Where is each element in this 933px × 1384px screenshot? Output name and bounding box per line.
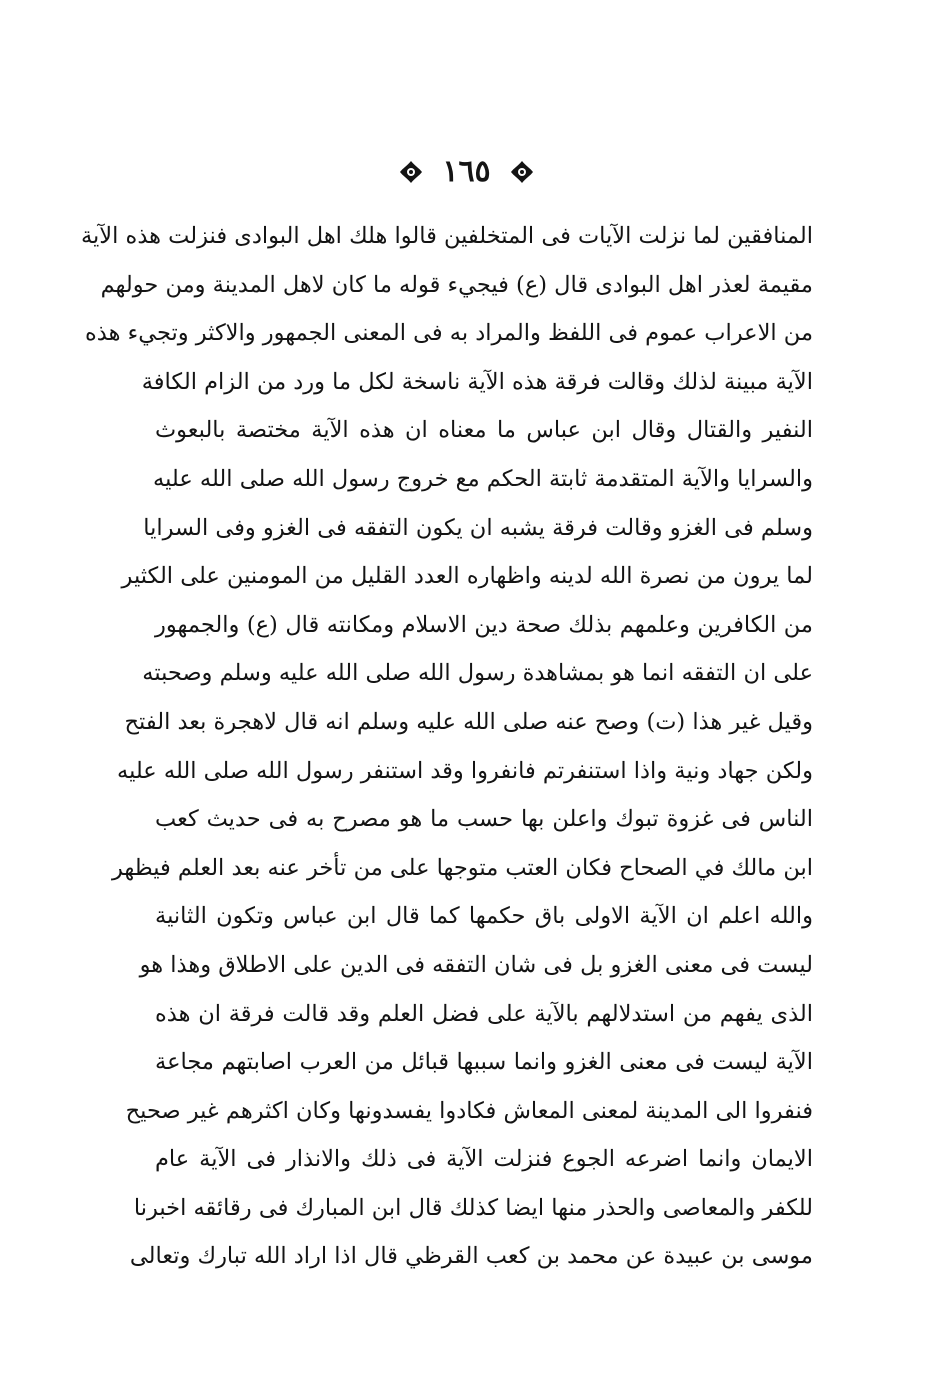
text-line: النفير والقتال وقال ابن عباس ما معناه ان هذه الآية مختصة بالبعوث xyxy=(155,417,813,444)
text-line: ولكن جهاد ونية واذا استنفرتم فانفروا وقد استنفر رسول الله صلى الله عليه xyxy=(117,757,813,784)
body-text xyxy=(80,212,813,1281)
text-line: والسرايا والآية المتقدمة ثابتة الحكم مع خروج رسول الله صلى الله عليه xyxy=(153,465,813,492)
text-line: ابن مالك في الصحاح فكان العتب متوجها على من تأخر عنه بعد العلم فيظهر xyxy=(111,854,813,881)
text-line: لما يرون من نصرة الله لدينه واظهاره العدد القليل من المومنين على الكثير xyxy=(121,563,813,590)
page-number: ١٦٥ xyxy=(442,154,491,189)
text-line: الآية مبينة لذلك وقالت فرقة هذه الآية ناسخة لكل ما ورد من الزام الكافة xyxy=(141,368,813,395)
text-line: الايمان وانما اضرعه الجوع فنزلت الآية فى ذلك والانذار فى الآية عام xyxy=(155,1146,813,1173)
text-line: للكفر والمعاصى والحذر منها ايضا كذلك قال ابن المبارك فى رقائقه اخبرنا xyxy=(133,1194,813,1221)
text-line: وسلم فى الغزو وقالت فرقة يشبه ان يكون التفقه فى الغزو وفى السرايا xyxy=(143,514,813,541)
text-line: من الكافرين وعلمهم بذلك صحة دين الاسلام ومكانته قال (ع) والجمهور xyxy=(155,611,813,638)
page-header xyxy=(0,146,933,198)
text-line: وقيل غير هذا (ت) وصح عنه صلى الله عليه وسلم انه قال لاهجرة بعد الفتح xyxy=(124,708,813,735)
text-line: على ان التفقه انما هو بمشاهدة رسول الله صلى الله عليه وسلم وصحبته xyxy=(142,660,813,687)
text-line: فنفروا الى المدينة لمعنى المعاش فكادوا يفسدونها وكان اكثرهم غير صحيح xyxy=(125,1097,813,1124)
text-line: الناس فى غزوة تبوك واعلن بها حسب ما هو مصرح به فى حديث كعب xyxy=(155,806,813,833)
text-line: المنافقين لما نزلت الآيات فى المتخلفين قالوا هلك اهل البوادى فنزلت هذه الآية xyxy=(80,223,813,249)
text-line: والله اعلم ان الآية الاولى باق حكمها كما قال ابن عباس وتكون الثانية xyxy=(155,903,813,930)
ornament-icon xyxy=(509,159,535,185)
text-line: الذى يفهم من استدلالهم بالآية على فضل العلم وقد قالت فرقة ان هذه xyxy=(155,1000,813,1027)
text-line: ليست فى معنى الغزو بل فى شان التفقه فى الدين على الاطلاق وهذا هو xyxy=(139,951,813,978)
text-line: من الاعراب عموم فى اللفظ والمراد به فى المعنى الجمهور والاكثر وتجيء هذه xyxy=(85,320,813,347)
text-line: مقيمة لعذر اهل البوادى قال (ع) فيجيء قوله ما كان لاهل المدينة ومن حولهم xyxy=(100,271,813,298)
text-line: الآية ليست فى معنى الغزو وانما سببها قبائل من العرب اصابتهم مجاعة xyxy=(155,1049,813,1076)
ornament-icon xyxy=(398,159,424,185)
text-line: موسى بن عبيدة عن محمد بن كعب القرظي قال اذا اراد الله تبارك وتعالى xyxy=(129,1243,813,1270)
